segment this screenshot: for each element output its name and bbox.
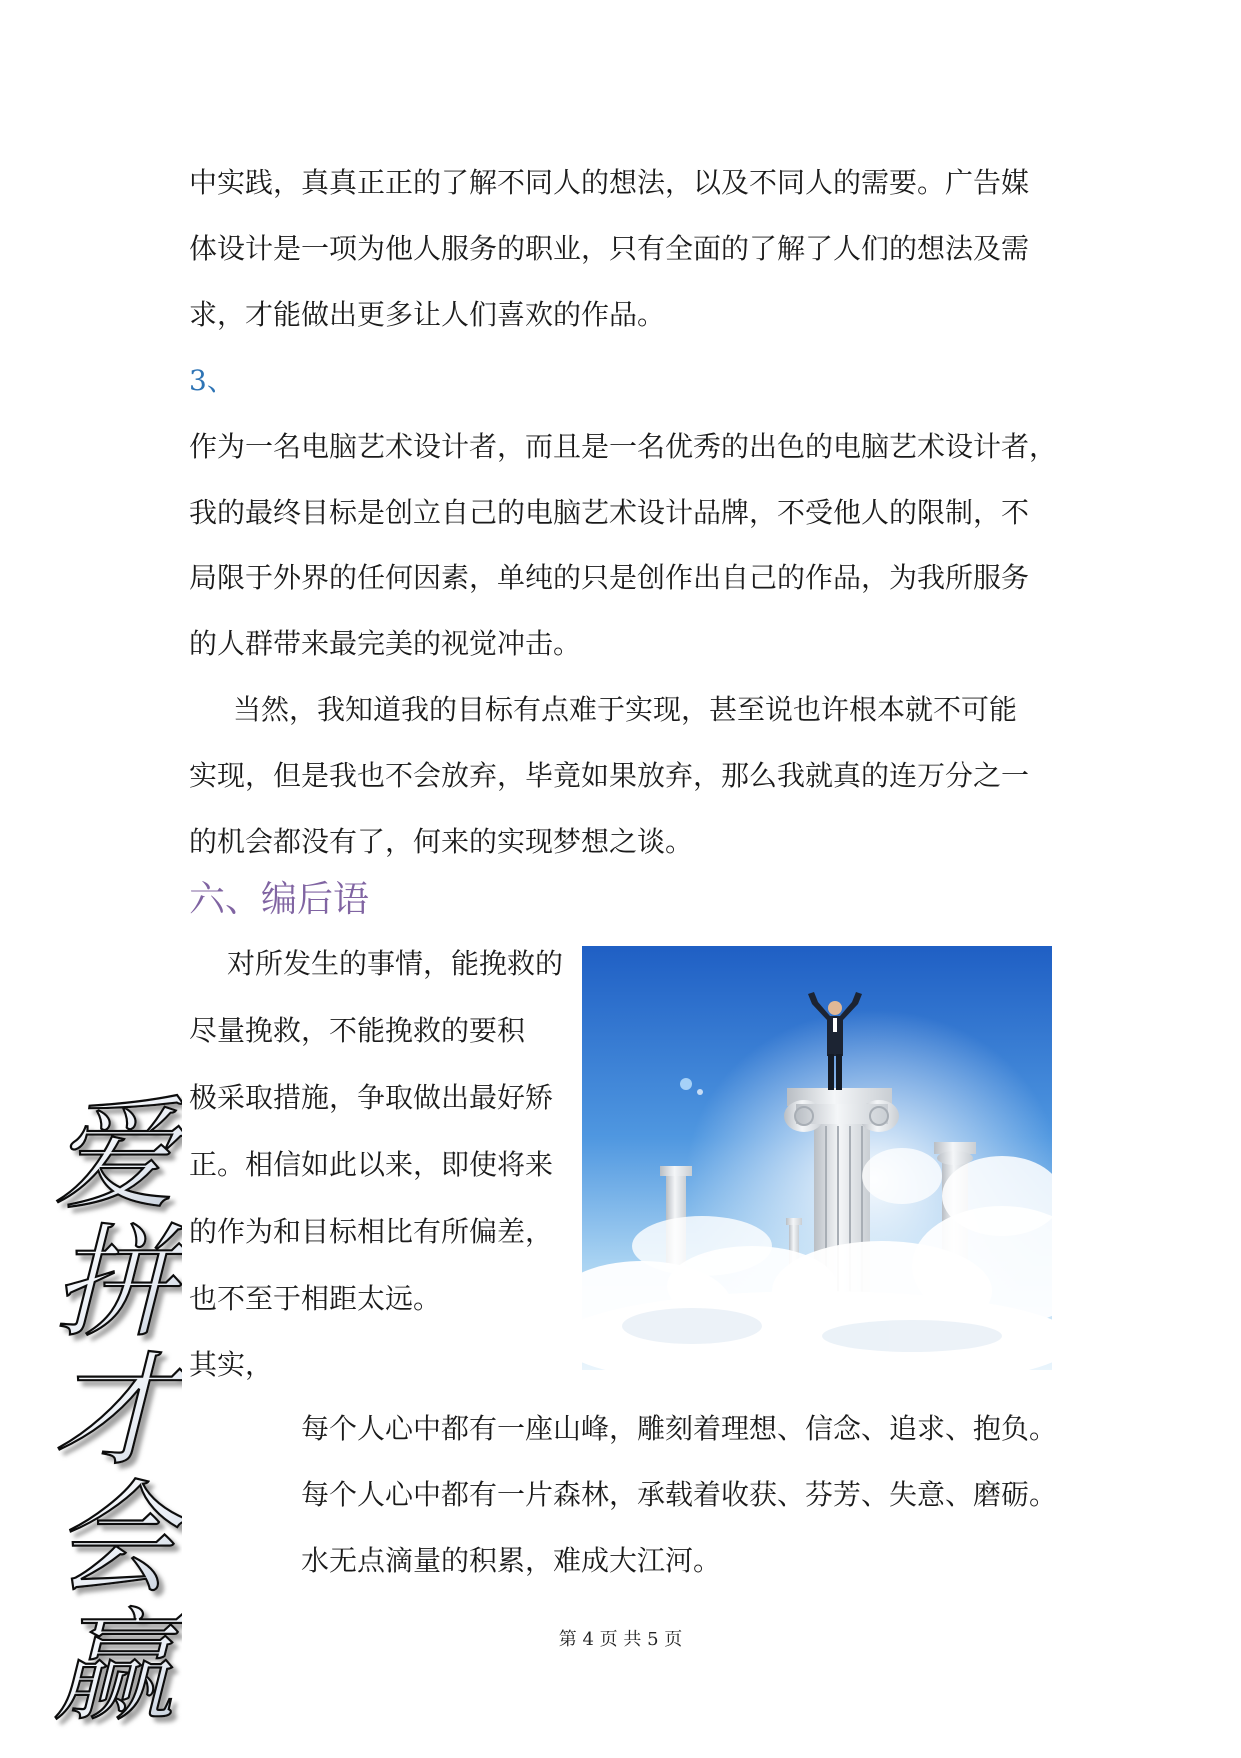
poem-line: 每个人心中都有一片森林，承载着收获、芬芳、失意、磨砺。 [301, 1478, 1058, 1511]
paragraph-line: 局限于外界的任何因素，单纯的只是创作出自己的作品，为我所服务 [189, 561, 1030, 594]
svg-text:赢: 赢 [53, 1596, 175, 1738]
paragraph-line: 当然，我知道我的目标有点难于实现，甚至说也许根本就不可能 [233, 693, 1018, 726]
paragraph-line: 求，才能做出更多让人们喜欢的作品。 [189, 298, 666, 331]
svg-text:爱: 爱 [53, 1085, 175, 1226]
image-watermark-mid: BY: [760, 1357, 774, 1367]
calligraphy-art [52, 1085, 182, 1754]
list-number: 3、 [189, 364, 235, 397]
paragraph-line: 体设计是一项为他人服务的职业，只有全面的了解了人们的想法及需 [189, 232, 1030, 265]
pillars-clouds-photo [582, 946, 1052, 1370]
paragraph-line: 作为一名电脑艺术设计者，而且是一名优秀的出色的电脑艺术设计者， [189, 430, 1058, 463]
poem-line: 每个人心中都有一座山峰，雕刻着理想、信念、追求、抱负。 [301, 1412, 1058, 1445]
paragraph-line: 也不至于相距太远。 [189, 1282, 442, 1315]
poem-line: 水无点滴量的积累，难成大江河。 [301, 1544, 722, 1577]
image-watermark-right: NO:20080808 [957, 1357, 1020, 1367]
paragraph-line: 极采取措施，争取做出最好矫 [189, 1081, 554, 1114]
paragraph-line: 中实践，真真正正的了解不同人的想法，以及不同人的需要。广告媒 [189, 166, 1030, 199]
paragraph-line: 其实， [189, 1348, 274, 1381]
paragraph-line: 实现，但是我也不会放弃，毕竟如果放弃，那么我就真的连万分之一 [189, 759, 1030, 792]
paragraph-line: 对所发生的事情，能挽救的 [227, 947, 564, 980]
image-watermark-left: 昵图网 www.nipic.com [588, 1354, 708, 1367]
svg-text:才: 才 [53, 1340, 175, 1482]
paragraph-line: 正。相信如此以来，即使将来 [189, 1148, 554, 1181]
paragraph-line: 我的最终目标是创立自己的电脑艺术设计品牌，不受他人的限制，不 [189, 496, 1030, 529]
section-title: 六、编后语 [189, 879, 370, 920]
paragraph-line: 的人群带来最完美的视觉冲击。 [189, 627, 582, 660]
paragraph-line: 尽量挽救，不能挽救的要积 [189, 1014, 526, 1047]
paragraph-line: 的机会都没有了，何来的实现梦想之谈。 [189, 825, 694, 858]
svg-text:拼: 拼 [53, 1212, 175, 1354]
paragraph-line: 的作为和目标相比有所偏差， [189, 1215, 554, 1248]
svg-text:会: 会 [53, 1468, 175, 1610]
page-footer: 第 4 页 共 5 页 [558, 1629, 683, 1650]
